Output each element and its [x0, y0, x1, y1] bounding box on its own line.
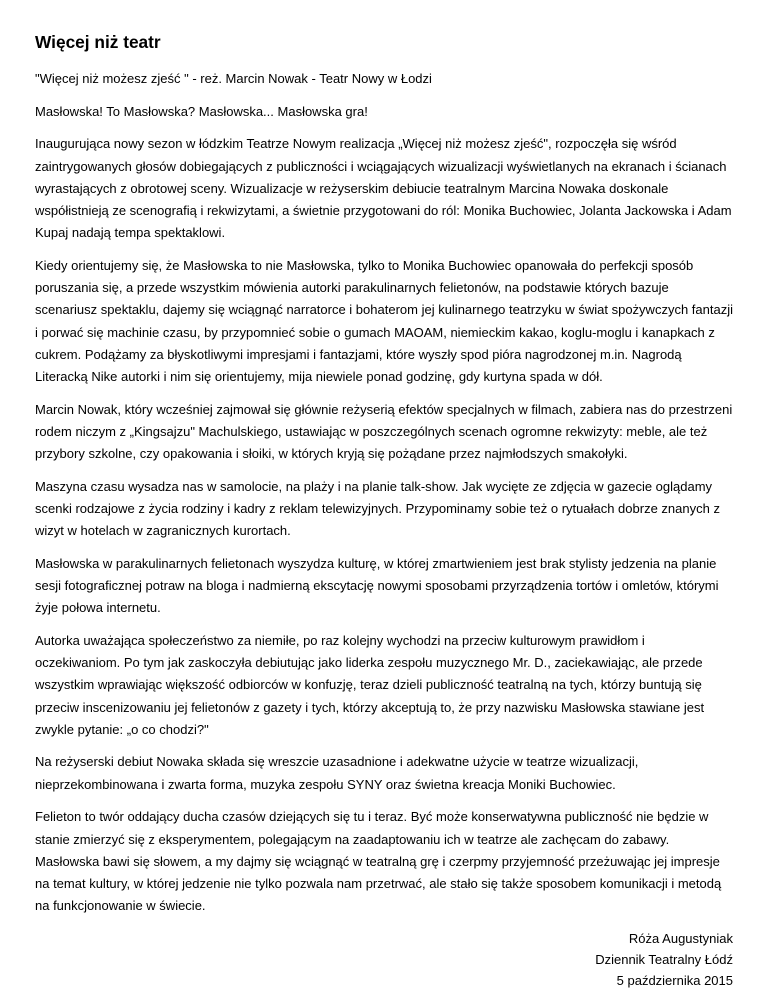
article-paragraph: Masłowska w parakulinarnych felietonach wyszydza kulturę, w której zmartwieniem jest brak stylisty jedzenia na planie sesji fotograficznej potraw na bloga i nadmierną ekscytację nowymi sposobami przyrządzenia tortów i omletów, którymi żyje połowa internetu.	[35, 555, 719, 616]
article-title: Więcej niż teatr	[35, 32, 161, 52]
signature-block	[35, 928, 733, 991]
article-paragraph: Masłowska! To Masłowska? Masłowska... Masłowska gra!	[35, 103, 368, 119]
author-name: Róża Augustyniak	[628, 930, 733, 946]
article-paragraph: Na reżyserski debiut Nowaka składa się wreszcie uzasadnione i adekwatne użycie w teatrze wizualizacji, nieprzekombinowana i zwarta forma, muzyka zespołu SYNY oraz świetna kreacja Moniki Buchowiec.	[35, 754, 639, 792]
article-paragraph: Maszyna czasu wysadza nas w samolocie, na plaży i na planie talk-show. Jak wycięte ze zdjęcia w gazecie oglądamy scenki rodzajowe z życia rodziny i kadry z reklam telewizyjnych. Przypominamy sobie też o rytuałach dobrze znanych z wizyt w hotelach w zagranicznych kurortach.	[35, 478, 720, 539]
publication-date: 5 października 2015	[616, 972, 733, 988]
article	[35, 31, 733, 991]
article-paragraph: Marcin Nowak, który wcześniej zajmował się głównie reżyserią efektów specjalnych w filmach, zabiera nas do przestrzeni rodem niczym z „Kingsajzu" Machulskiego, ustawiając w poszczególnych scenach ogromne rekwizyty: meble, ale też przybory szkolne, czy opakowania i słoiki, w których kryją się pożądane przez najmłodszych smakołyki.	[35, 401, 733, 462]
article-paragraph: Autorka uważająca społeczeństwo za niemiłe, po raz kolejny wychodzi na przeciw kulturowym prawidłom i oczekiwaniom. Po tym jak zaskoczyła debiutując jako liderka zespołu muzycznego Mr. D., zaciekawiając, ale przede wszystkim wprawiając większość odbiorców w konfuzję, teraz dzieli publiczność teatralną na tych, którzy buntują się przeciw inscenizowaniu jej felietonów z gazety i tych, którzy akceptują to, że przy nazwisku Masłowska stawiane jest zwykle pytanie: „o co chodzi?"	[35, 632, 705, 737]
article-paragraph: Felieton to twór oddający ducha czasów dziejących się tu i teraz. Być może konserwatywna publiczność nie będzie w stanie zmierzyć się z eksperymentem, polegającym na zaadaptowaniu ich w teatrze ale zachęcam do zabawy. Masłowska bawi się słowem, a my dajmy się wciągnąć w teatralną grę i czerpmy przyjemność przeżuwając jej impresje na temat kultury, w której jedzenie nie tylko pozwala nam przetrwać, ale stało się także sposobem komunikacji i metodą na funkcjonowanie w świecie.	[35, 809, 722, 914]
publication-name: Dziennik Teatralny Łódź	[595, 951, 733, 967]
article-paragraph: Kiedy orientujemy się, że Masłowska to nie Masłowska, tylko to Monika Buchowiec opanowała do perfekcji sposób poruszania się, a przede wszystkim mówienia autorki parakulinarnych felietonów, na podstawie których bazuje scenariusz spektaklu, dajemy się wciągnąć narratorce i bohaterom jej kulinarnego teatrzyku w świat spożywczych fantazji i porwać się machinie czasu, by przypomnieć sobie o gumach MAOAM, niemieckim kakao, koglu-moglu i kanapkach z cukrem. Podążamy za błyskotliwymi impresjami i fantazjami, które wyszły spod pióra nagrodzonej m.in. Nagrodą Literacką Nike autorki i nim się orientujemy, mija niewiele ponad godzinę, gdy kurtyna spada w dół.	[35, 257, 733, 384]
article-subtitle: "Więcej niż możesz zjeść " - reż. Marcin Nowak - Teatr Nowy w Łodzi	[35, 71, 432, 86]
article-paragraph: Inaugurująca nowy sezon w łódzkim Teatrze Nowym realizacja „Więcej niż możesz zjeść", rozpoczęła się wśród zaintrygowanych głosów dobiegających z publiczności i wciągających wizualizacji wyświetlanych na ekranach i ścianach wyrastających z obrotowej sceny. Wizualizacje w reżyserskim debiucie teatralnym Marcina Nowaka doskonale współistnieją ze scenografią i rekwizytami, a świetnie przygotowani do ról: Monika Buchowiec, Jolanta Jackowska i Adam Kupaj nadają tempa spektaklowi.	[35, 136, 732, 241]
